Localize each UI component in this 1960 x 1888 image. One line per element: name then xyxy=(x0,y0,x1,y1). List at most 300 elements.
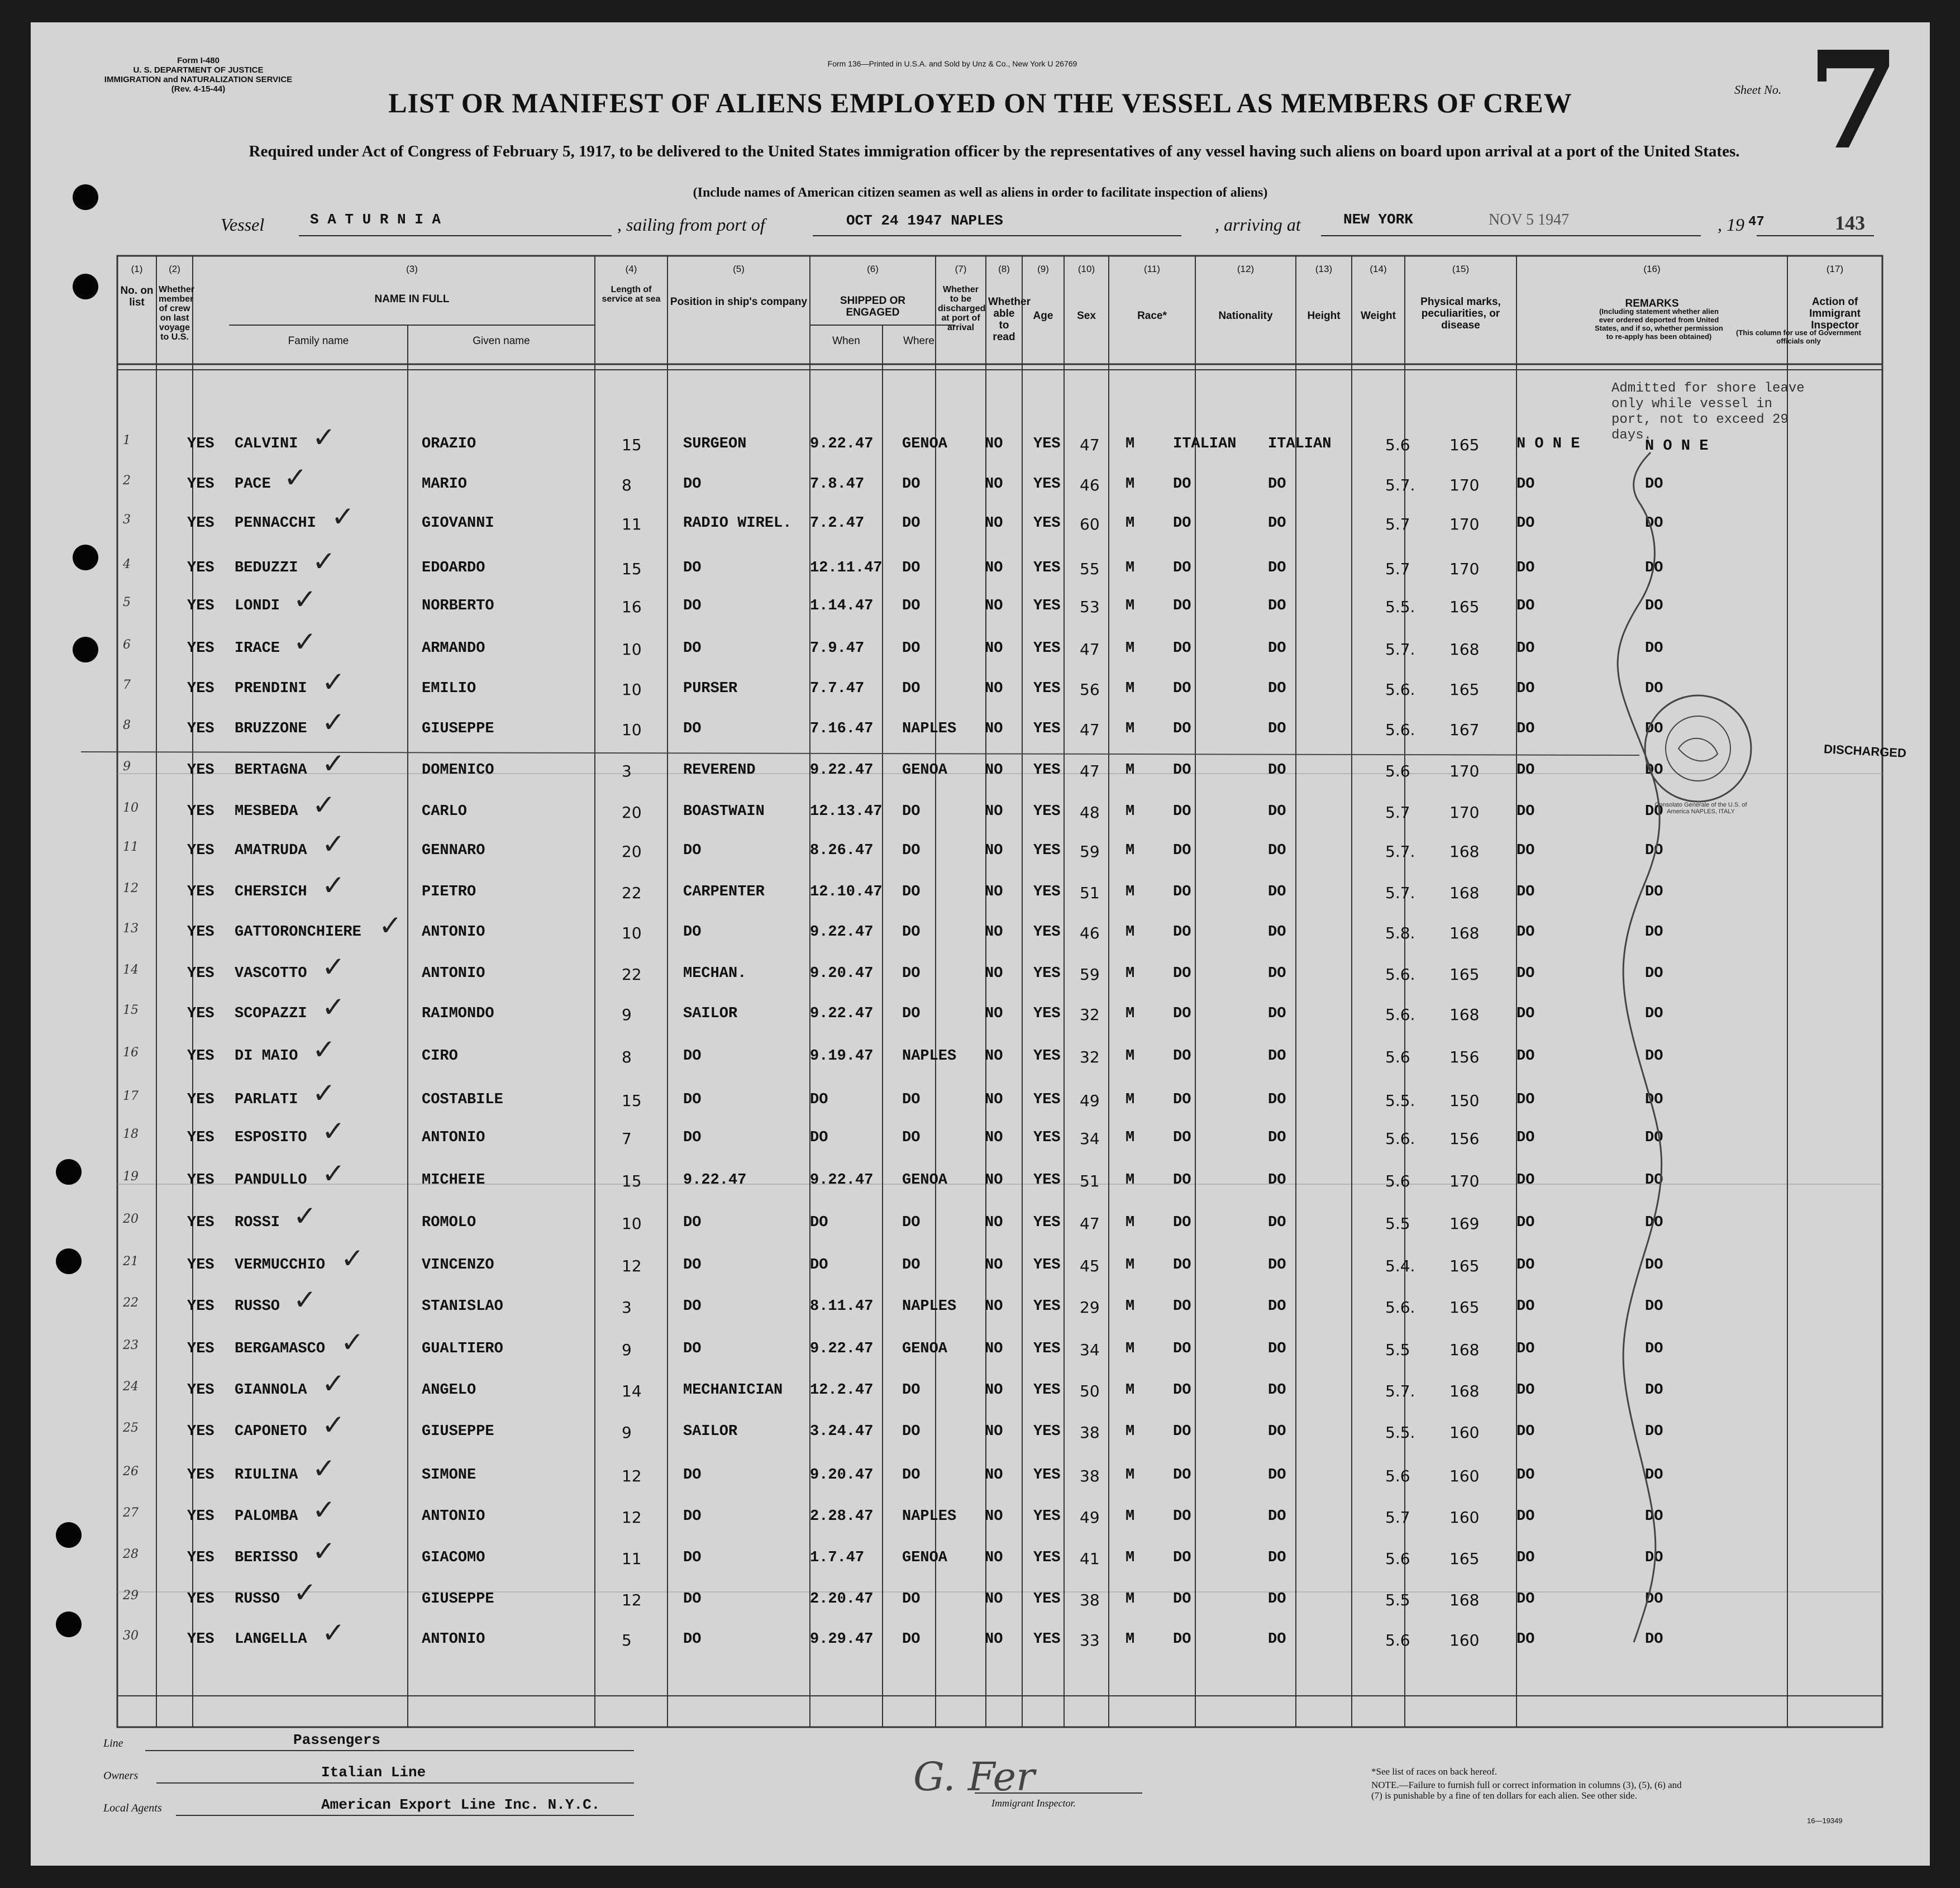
able-to-read: YES xyxy=(1033,924,1061,941)
weight: 160 xyxy=(1449,1508,1480,1527)
service-length: 8 xyxy=(622,476,632,494)
position: DO xyxy=(683,476,702,493)
given-name: CIRO xyxy=(422,1048,458,1065)
given-name: GIOVANNI xyxy=(422,515,494,532)
subtitle: Required under Act of Congress of February 5, 1917, to be delivered to the United States immigration officer by the representatives of any vessel having such aliens on board upon arrival at a port of the United States. xyxy=(249,142,1740,160)
age: 47 xyxy=(1080,762,1100,780)
check-mark-icon: ✓ xyxy=(322,1367,345,1400)
shipped-when: 8.11.47 xyxy=(810,1298,874,1315)
able-to-read: YES xyxy=(1033,1048,1061,1065)
given-name: STANISLAO xyxy=(422,1298,503,1315)
family-name: PARLATI xyxy=(235,1091,298,1108)
remarks: DO xyxy=(1645,1172,1663,1189)
row-number: 19 xyxy=(123,1170,139,1184)
service-length: 11 xyxy=(622,1550,642,1568)
row-number: 13 xyxy=(123,922,139,936)
nationality: DO xyxy=(1268,598,1286,614)
physical-marks: N O N E xyxy=(1517,436,1580,452)
weight: 168 xyxy=(1449,884,1480,902)
given-name: CARLO xyxy=(422,803,468,820)
sex: M xyxy=(1126,884,1135,900)
remarks-typed: Admitted for shore leave only while vessel in port, not to exceed 29 days. xyxy=(1611,381,1805,443)
footer-rules xyxy=(31,22,1930,1866)
row-number: 8 xyxy=(123,718,131,732)
physical-marks: DO xyxy=(1517,1005,1535,1022)
remarks: DO xyxy=(1645,1382,1663,1399)
age: 47 xyxy=(1080,436,1100,454)
weight: 160 xyxy=(1449,1423,1480,1442)
shipped-when: DO xyxy=(810,1257,828,1274)
shipped-where: DO xyxy=(902,1631,921,1648)
arrival-stamp: NOV 5 1947 xyxy=(1489,211,1570,228)
position: DO xyxy=(683,1257,702,1274)
check-mark-icon: ✓ xyxy=(341,1242,364,1275)
nationality: DO xyxy=(1268,1129,1286,1146)
physical-marks: DO xyxy=(1517,640,1535,657)
physical-marks: DO xyxy=(1517,1298,1535,1315)
race: DO xyxy=(1173,965,1191,982)
sex: M xyxy=(1126,1048,1135,1065)
service-length: 9 xyxy=(622,1005,632,1024)
shipped-when: 8.26.47 xyxy=(810,842,874,859)
able-to-read: YES xyxy=(1033,1341,1061,1357)
to-discharge: NO xyxy=(985,965,1003,982)
physical-marks: DO xyxy=(1517,1508,1535,1525)
height: 5.6. xyxy=(1385,1005,1415,1024)
age: 41 xyxy=(1080,1550,1100,1568)
prior-voyage: YES xyxy=(187,1257,214,1274)
shipped-when: 12.2.47 xyxy=(810,1382,874,1399)
able-to-read: YES xyxy=(1033,884,1061,900)
shipped-where: GENOA xyxy=(902,436,948,452)
prior-voyage: YES xyxy=(187,1382,214,1399)
age: 47 xyxy=(1080,640,1100,659)
prior-voyage: YES xyxy=(187,640,214,657)
physical-marks: DO xyxy=(1517,1257,1535,1274)
prior-voyage: YES xyxy=(187,680,214,697)
service-length: 20 xyxy=(622,842,642,861)
column-number: (4) xyxy=(625,264,637,274)
remarks: DO xyxy=(1645,640,1663,657)
service-length: 10 xyxy=(622,721,642,739)
column-number: (8) xyxy=(998,264,1010,274)
able-to-read: YES xyxy=(1033,1550,1061,1566)
position: DO xyxy=(683,1091,702,1108)
prior-voyage: YES xyxy=(187,1341,214,1357)
column-header: Sex xyxy=(1077,310,1096,322)
height: 5.6 xyxy=(1385,1172,1410,1190)
weight: 170 xyxy=(1449,1172,1480,1190)
age: 46 xyxy=(1080,924,1100,942)
sex: M xyxy=(1126,1591,1135,1608)
height: 5.8. xyxy=(1385,924,1415,942)
race: DO xyxy=(1173,1091,1191,1108)
physical-marks: DO xyxy=(1517,515,1535,532)
column-number: (6) xyxy=(867,264,879,274)
position: SAILOR xyxy=(683,1423,738,1440)
prior-voyage: YES xyxy=(187,1631,214,1648)
race: DO xyxy=(1173,476,1191,493)
shipped-where: GENOA xyxy=(902,762,948,779)
race: DO xyxy=(1173,1631,1191,1648)
remarks: DO xyxy=(1645,1631,1663,1648)
row-number: 29 xyxy=(123,1589,139,1603)
to-discharge: NO xyxy=(985,1048,1003,1065)
service-length: 11 xyxy=(622,515,642,533)
height: 5.6 xyxy=(1385,762,1410,780)
position: DO xyxy=(683,1508,702,1525)
sex: M xyxy=(1126,1172,1135,1189)
shipped-when: DO xyxy=(810,1091,828,1108)
able-to-read: YES xyxy=(1033,1005,1061,1022)
line-label: Line xyxy=(103,1737,123,1749)
sex: M xyxy=(1126,1423,1135,1440)
shipped-where: DO xyxy=(902,965,921,982)
family-name: AMATRUDA xyxy=(235,842,307,859)
remarks: DO xyxy=(1645,1091,1663,1108)
race: DO xyxy=(1173,803,1191,820)
to-discharge: NO xyxy=(985,1298,1003,1315)
nationality: DO xyxy=(1268,842,1286,859)
position: DO xyxy=(683,1048,702,1065)
sex: M xyxy=(1126,803,1135,820)
remarks: DO xyxy=(1645,1423,1663,1440)
weight: 165 xyxy=(1449,680,1480,699)
prior-voyage: YES xyxy=(187,1423,214,1440)
remarks: DO xyxy=(1645,762,1663,779)
column-number: (11) xyxy=(1144,264,1160,274)
height: 5.6. xyxy=(1385,721,1415,739)
remarks: DO xyxy=(1645,1467,1663,1484)
height: 5.5 xyxy=(1385,1214,1410,1233)
column-number: (10) xyxy=(1077,264,1095,274)
shipped-where: GENOA xyxy=(902,1341,948,1357)
sex: M xyxy=(1126,1005,1135,1022)
shipped-where: DO xyxy=(902,640,921,657)
age: 56 xyxy=(1080,680,1100,699)
able-to-read: YES xyxy=(1033,598,1061,614)
to-discharge: NO xyxy=(985,1631,1003,1648)
column-header: Whether to be discharged at port of arrival xyxy=(938,285,986,332)
height: 5.5 xyxy=(1385,1591,1410,1609)
shipped-where: NAPLES xyxy=(902,1298,957,1315)
race: DO xyxy=(1173,762,1191,779)
nationality: DO xyxy=(1268,1091,1286,1108)
weight: 168 xyxy=(1449,1005,1480,1024)
nationality: DO xyxy=(1268,1257,1286,1274)
nationality: DO xyxy=(1268,803,1286,820)
given-name: EDOARDO xyxy=(422,560,485,576)
given-name: GIUSEPPE xyxy=(422,1423,494,1440)
age: 49 xyxy=(1080,1508,1100,1527)
prior-voyage: YES xyxy=(187,1550,214,1566)
shipped-where: DO xyxy=(902,842,921,859)
given-name: ANTONIO xyxy=(422,924,485,941)
family-name: SCOPAZZI xyxy=(235,1005,307,1022)
physical-marks: DO xyxy=(1517,1467,1535,1484)
shipped-where: NAPLES xyxy=(902,1508,957,1525)
able-to-read: YES xyxy=(1033,436,1061,452)
row-number: 22 xyxy=(123,1296,139,1310)
shipped-when: 2.28.47 xyxy=(810,1508,874,1525)
nationality: DO xyxy=(1268,884,1286,900)
age: 38 xyxy=(1080,1591,1100,1609)
nationality: DO xyxy=(1268,762,1286,779)
department-name: U. S. DEPARTMENT OF JUSTICE xyxy=(133,65,264,75)
shipped-when: 3.24.47 xyxy=(810,1423,874,1440)
column-number: (2) xyxy=(169,264,180,274)
check-mark-icon: ✓ xyxy=(322,1157,345,1190)
weight: 156 xyxy=(1449,1048,1480,1066)
able-to-read: YES xyxy=(1033,640,1061,657)
to-discharge: NO xyxy=(985,640,1003,657)
family-name: LONDI xyxy=(235,598,280,614)
to-discharge: NO xyxy=(985,476,1003,493)
able-to-read: YES xyxy=(1033,1591,1061,1608)
shipped-when: 12.10.47 xyxy=(810,884,883,900)
form-revision: (Rev. 4-15-44) xyxy=(171,84,226,94)
remarks: DO xyxy=(1645,598,1663,614)
given-name: MARIO xyxy=(422,476,468,493)
position: DO xyxy=(683,721,702,737)
remarks: DO xyxy=(1645,803,1663,820)
races-note: *See list of races on back hereof. xyxy=(1371,1766,1498,1777)
given-name: ANTONIO xyxy=(422,1631,485,1648)
weight: 165 xyxy=(1449,1257,1480,1275)
service-length: 10 xyxy=(622,1214,642,1233)
agents-label: Local Agents xyxy=(103,1802,162,1814)
able-to-read: YES xyxy=(1033,1257,1061,1274)
height: 5.6 xyxy=(1385,1631,1410,1649)
shipped-where: DO xyxy=(902,803,921,820)
nationality: DO xyxy=(1268,515,1286,532)
prior-voyage: YES xyxy=(187,1129,214,1146)
row-number: 18 xyxy=(123,1127,139,1141)
given-name: ROMOLO xyxy=(422,1214,476,1231)
to-discharge: NO xyxy=(985,762,1003,779)
age: 38 xyxy=(1080,1467,1100,1485)
family-name: PANDULLO xyxy=(235,1172,307,1189)
remarks: DO xyxy=(1645,1005,1663,1022)
row-number: 7 xyxy=(123,678,131,692)
service-length: 15 xyxy=(622,1091,642,1110)
shipped-where: NAPLES xyxy=(902,1048,957,1065)
height: 5.7 xyxy=(1385,1508,1410,1527)
shipped-when: 9.22.47 xyxy=(810,1005,874,1022)
column-number: (5) xyxy=(733,264,745,274)
age: 59 xyxy=(1080,965,1100,984)
arriving-port: NEW YORK xyxy=(1343,211,1413,228)
given-name: NORBERTO xyxy=(422,598,494,614)
form-code: 16—19349 xyxy=(1807,1817,1843,1825)
able-to-read: YES xyxy=(1033,1423,1061,1440)
able-to-read: YES xyxy=(1033,762,1061,779)
race: DO xyxy=(1173,1048,1191,1065)
sex: M xyxy=(1126,924,1135,941)
row-number: 20 xyxy=(123,1212,139,1226)
race: DO xyxy=(1173,924,1191,941)
shipped-where: DO xyxy=(902,1382,921,1399)
shipped-when: 9.29.47 xyxy=(810,1631,874,1648)
race: DO xyxy=(1173,598,1191,614)
nationality: DO xyxy=(1268,1423,1286,1440)
weight: 160 xyxy=(1449,1631,1480,1649)
service-length: 12 xyxy=(622,1508,642,1527)
check-mark-icon: ✓ xyxy=(312,1033,336,1066)
column-number: (13) xyxy=(1315,264,1333,274)
position: 9.22.47 xyxy=(683,1172,747,1189)
position: BOASTWAIN xyxy=(683,803,765,820)
to-discharge: NO xyxy=(985,560,1003,576)
physical-marks: DO xyxy=(1517,560,1535,576)
race: DO xyxy=(1173,680,1191,697)
weight: 170 xyxy=(1449,515,1480,533)
race: DO xyxy=(1173,1508,1191,1525)
weight: 165 xyxy=(1449,598,1480,616)
check-mark-icon: ✓ xyxy=(293,626,317,658)
column-header: Height xyxy=(1307,310,1341,322)
service-length: 9 xyxy=(622,1341,632,1359)
nationality: DO xyxy=(1268,1508,1286,1525)
age: 53 xyxy=(1080,598,1100,616)
given-name: GIUSEPPE xyxy=(422,721,494,737)
sex: M xyxy=(1126,1298,1135,1315)
weight: 156 xyxy=(1449,1129,1480,1148)
height: 5.7. xyxy=(1385,884,1415,902)
check-mark-icon: ✓ xyxy=(312,789,336,821)
to-discharge: NO xyxy=(985,436,1003,452)
nationality: DO xyxy=(1268,1005,1286,1022)
shipped-where: DO xyxy=(902,1257,921,1274)
agents-value: American Export Line Inc. N.Y.C. xyxy=(321,1796,600,1813)
physical-marks: DO xyxy=(1517,598,1535,614)
service-length: 5 xyxy=(622,1631,632,1649)
age: 51 xyxy=(1080,884,1100,902)
physical-marks: DO xyxy=(1517,924,1535,941)
race: DO xyxy=(1173,1005,1191,1022)
race: DO xyxy=(1173,842,1191,859)
shipped-where: DO xyxy=(902,1423,921,1440)
check-mark-icon: ✓ xyxy=(379,909,402,942)
prior-voyage: YES xyxy=(187,842,214,859)
able-to-read: YES xyxy=(1033,1508,1061,1525)
age: 60 xyxy=(1080,515,1100,533)
weight: 165 xyxy=(1449,436,1480,454)
column-header: Physical marks, peculiarities, or disease xyxy=(1420,296,1501,331)
column-header: SHIPPED OR ENGAGED xyxy=(840,295,906,318)
page-title: LIST OR MANIFEST OF ALIENS EMPLOYED ON THE VESSEL AS MEMBERS OF CREW xyxy=(388,87,1572,118)
row-number: 25 xyxy=(123,1421,139,1435)
to-discharge: NO xyxy=(985,721,1003,737)
to-discharge: NO xyxy=(985,1091,1003,1108)
service-length: 12 xyxy=(622,1467,642,1485)
prior-voyage: YES xyxy=(187,924,214,941)
shipped-when: 9.19.47 xyxy=(810,1048,874,1065)
height: 5.6 xyxy=(1385,1467,1410,1485)
where-header: Where xyxy=(903,335,934,347)
to-discharge: NO xyxy=(985,1467,1003,1484)
check-mark-icon: ✓ xyxy=(293,1284,317,1316)
shipped-when: DO xyxy=(810,1214,828,1231)
sex: M xyxy=(1126,476,1135,493)
to-discharge: NO xyxy=(985,884,1003,900)
given-name: ANTONIO xyxy=(422,1508,485,1525)
given-name: ANTONIO xyxy=(422,965,485,982)
given-name-header: Given name xyxy=(473,335,530,347)
given-name: GIACOMO xyxy=(422,1550,485,1566)
race: DO xyxy=(1173,1257,1191,1274)
shipped-when: 9.20.47 xyxy=(810,1467,874,1484)
physical-marks: DO xyxy=(1517,1091,1535,1108)
column-number: (9) xyxy=(1037,264,1049,274)
printer-line: Form 136—Printed in U.S.A. and Sold by Unz & Co., New York U 26769 xyxy=(827,59,1077,68)
physical-marks: DO xyxy=(1517,1341,1535,1357)
position: DO xyxy=(683,598,702,614)
remarks: DO xyxy=(1645,1550,1663,1566)
nationality: DO xyxy=(1268,1048,1286,1065)
shipped-when: 7.2.47 xyxy=(810,515,865,532)
service-name: IMMIGRATION and NATURALIZATION SERVICE xyxy=(104,75,293,84)
age: 45 xyxy=(1080,1257,1100,1275)
sex: M xyxy=(1126,598,1135,614)
shipped-where: GENOA xyxy=(902,1172,948,1189)
sex: M xyxy=(1126,515,1135,532)
prior-voyage: YES xyxy=(187,1048,214,1065)
vessel-label: Vessel xyxy=(221,214,265,235)
height: 5.7 xyxy=(1385,560,1410,578)
shipped-when: 9.22.47 xyxy=(810,1341,874,1357)
check-mark-icon: ✓ xyxy=(322,1115,345,1147)
arriving-label: , arriving at xyxy=(1215,214,1301,235)
able-to-read: YES xyxy=(1033,965,1061,982)
given-name: ANTONIO xyxy=(422,1129,485,1146)
physical-marks: DO xyxy=(1517,842,1535,859)
age: 32 xyxy=(1080,1005,1100,1024)
to-discharge: NO xyxy=(985,1508,1003,1525)
sailing-label: , sailing from port of xyxy=(617,214,765,235)
position: DO xyxy=(683,560,702,576)
weight: 170 xyxy=(1449,803,1480,822)
weight: 168 xyxy=(1449,842,1480,861)
shipped-where: NAPLES xyxy=(902,721,957,737)
service-length: 15 xyxy=(622,436,642,454)
given-name: PIETRO xyxy=(422,884,476,900)
position: DO xyxy=(683,1467,702,1484)
to-discharge: NO xyxy=(985,515,1003,532)
row-number: 9 xyxy=(123,760,131,774)
prior-voyage: YES xyxy=(187,1298,214,1315)
check-mark-icon: ✓ xyxy=(293,1576,317,1609)
vessel-name: S A T U R N I A xyxy=(310,211,441,228)
prior-voyage: YES xyxy=(187,436,214,452)
physical-marks: DO xyxy=(1517,762,1535,779)
shipped-when: 12.13.47 xyxy=(810,803,883,820)
weight: 170 xyxy=(1449,762,1480,780)
row-number: 10 xyxy=(123,801,139,815)
physical-marks: DO xyxy=(1517,965,1535,982)
given-name: RAIMONDO xyxy=(422,1005,494,1022)
remarks: DO xyxy=(1645,1341,1663,1357)
column-number: (16) xyxy=(1643,264,1661,274)
physical-marks: DO xyxy=(1517,803,1535,820)
physical-marks: DO xyxy=(1517,1129,1535,1146)
column-header: REMARKS xyxy=(1625,298,1679,309)
column-number: (15) xyxy=(1452,264,1470,274)
remarks: DO xyxy=(1645,515,1663,532)
check-mark-icon: ✓ xyxy=(322,706,345,738)
remarks: DO xyxy=(1645,680,1663,697)
row-number: 2 xyxy=(123,474,131,488)
